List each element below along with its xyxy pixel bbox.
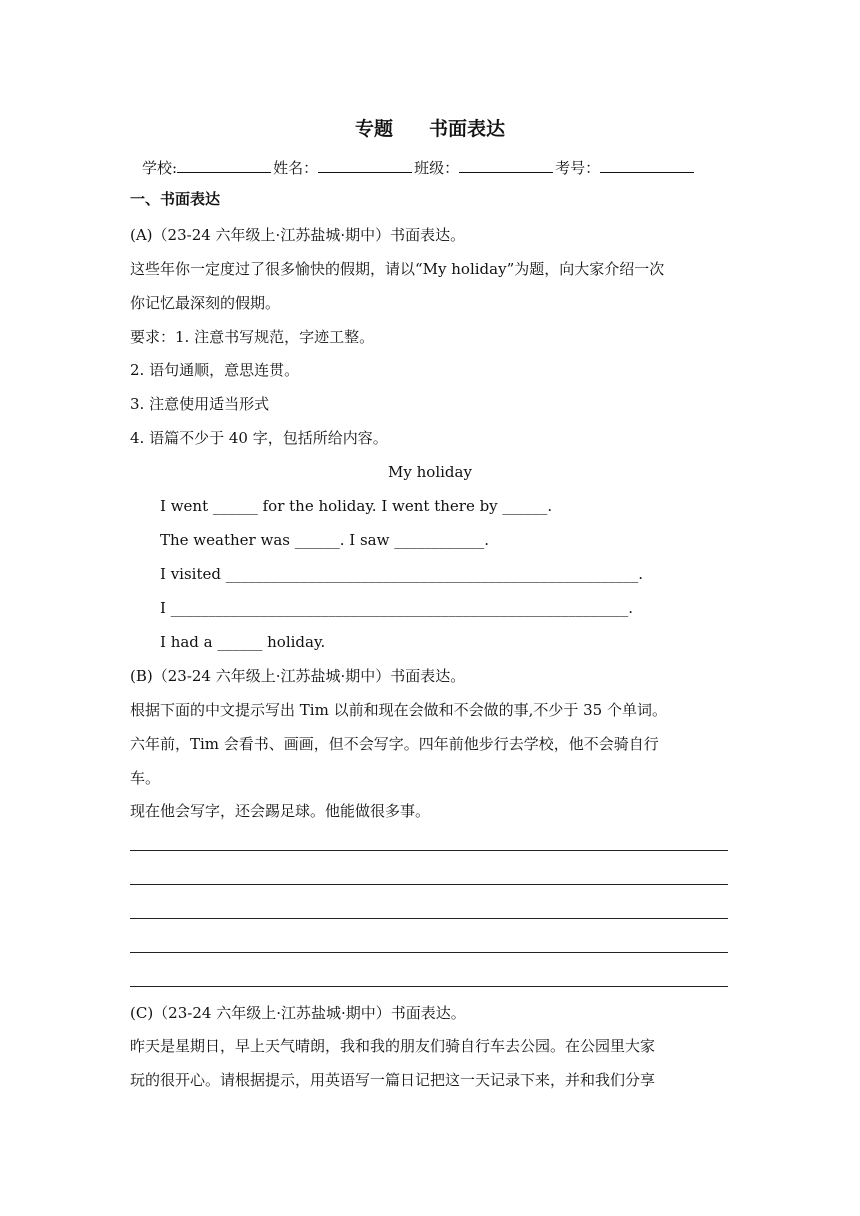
question-c-prompt: 玩的很开心。请根据提示，用英语写一篇日记把这一天记录下来，并和我们分享	[130, 1071, 656, 1089]
question-a-prompt: 这些年你一定度过了很多愉快的假期，请以“My holiday”为题，向大家介绍一次	[130, 260, 665, 278]
answer-line[interactable]	[130, 952, 728, 953]
name-label: 姓名：	[273, 159, 319, 177]
question-b-prompt: 根据下面的中文提示写出 Tim 以前和现在会做和不会做的事,不少于 35 个单词。	[130, 701, 667, 719]
name-field[interactable]	[318, 156, 412, 173]
answer-line[interactable]	[130, 884, 728, 885]
essay-title: My holiday	[388, 463, 472, 481]
essay-template-line: The weather was ______. I saw ____________.	[160, 531, 489, 549]
school-field[interactable]	[177, 156, 271, 173]
question-a-source: (A)（23-24 六年级上·江苏盐城·期中）书面表达。	[130, 226, 466, 244]
question-c-source: (C)（23-24 六年级上·江苏盐城·期中）书面表达。	[130, 1004, 466, 1022]
requirement-item: 4. 语篇不少于 40 字，包括所给内容。	[130, 429, 388, 447]
class-field[interactable]	[459, 156, 553, 173]
essay-template-line: I had a ______ holiday.	[160, 633, 326, 651]
answer-line[interactable]	[130, 850, 728, 851]
essay-template-line: I went ______ for the holiday. I went there by ______.	[160, 497, 553, 515]
title-subject: 书面表达	[429, 118, 506, 140]
section-heading: 一、书面表达	[130, 190, 221, 208]
class-label: 班级：	[414, 159, 460, 177]
number-field[interactable]	[600, 156, 694, 173]
requirement-item: 3. 注意使用适当形式	[130, 395, 270, 413]
answer-line[interactable]	[130, 918, 728, 919]
answer-line[interactable]	[130, 986, 728, 987]
question-c-prompt: 昨天是星期日，早上天气晴朗，我和我的朋友们骑自行车去公园。在公园里大家	[130, 1037, 656, 1055]
essay-template-line: I _____________________________________________________________.	[160, 599, 633, 617]
essay-template-line: I visited _______________________________________________________.	[160, 565, 644, 583]
page-title	[0, 114, 860, 141]
school-label: 学校:	[142, 159, 178, 177]
question-a-prompt: 你记忆最深刻的假期。	[130, 294, 281, 312]
title-topic: 专题	[354, 118, 393, 140]
student-info-row	[142, 156, 696, 178]
requirement-item: 2. 语句通顺，意思连贯。	[130, 361, 300, 379]
question-b-prompt: 现在他会写字，还会踢足球。他能做很多事。	[130, 802, 431, 820]
question-b-source: (B)（23-24 六年级上·江苏盐城·期中）书面表达。	[130, 667, 466, 685]
question-b-prompt: 车。	[130, 769, 161, 787]
number-label: 考号：	[555, 159, 601, 177]
question-b-prompt: 六年前，Tim 会看书、画画，但不会写字。四年前他步行去学校，他不会骑自行	[130, 735, 659, 753]
requirement-item: 要求：1. 注意书写规范，字迹工整。	[130, 328, 375, 346]
